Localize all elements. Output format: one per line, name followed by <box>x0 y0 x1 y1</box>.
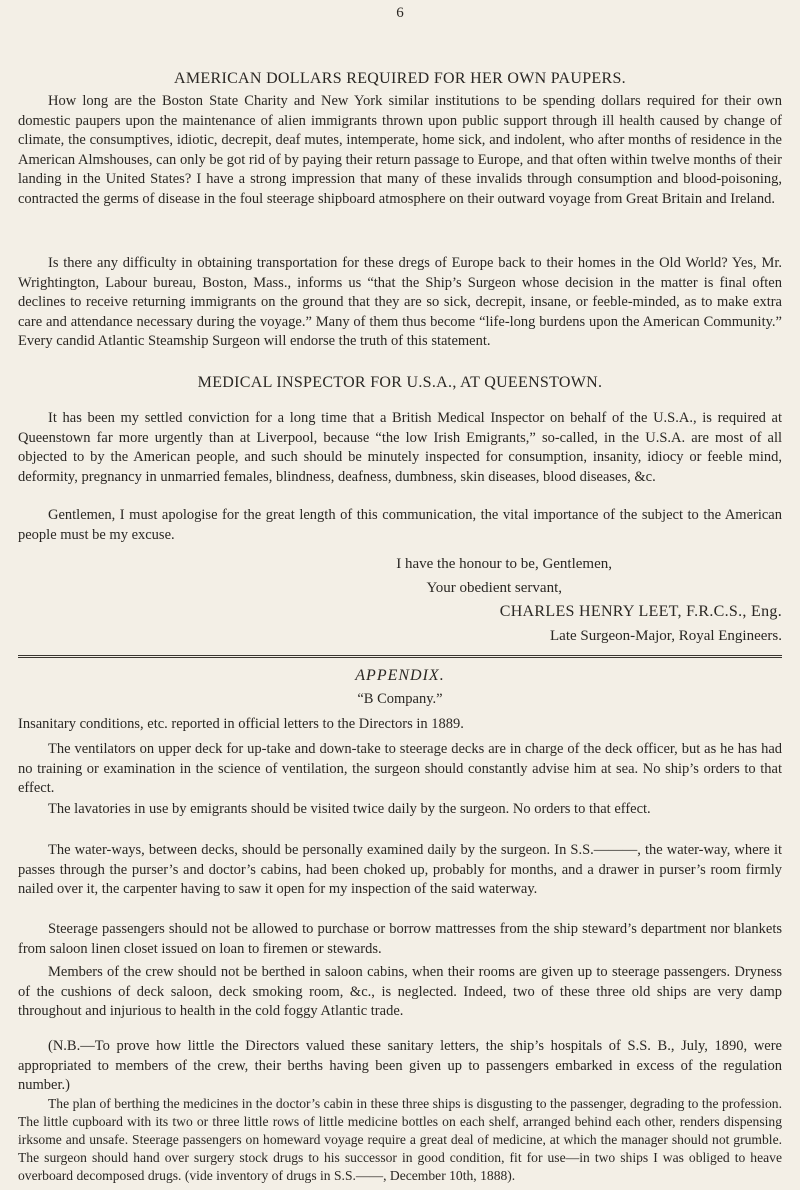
appendix-paragraph: Steerage passengers should not be allowed to purchase or borrow mattresses from the ship steward’s department nor blankets from saloon linen closet issued on loan to firemen or stewards. <box>18 921 782 957</box>
paragraph: How long are the Boston State Charity and New York similar institutions to be spending dollars required for their own domestic paupers upon the maintenance of alien immigrants thrown upon public support through ill health caused by change of climate, the consumptives, idiotic, decrepit, deaf mutes, intemperate, home sick, and indolent, who after months of residence in the American Almshouses, can only be got rid of by paying their return passage to Europe, and that often within twelve months of their landing in the United States? I have a strong impression that many of these invalids through consumption and blood-poisoning, contracted the germs of disease in the foul steerage shipboard atmosphere on their outward voyage from Great Britain and Ireland. <box>18 93 782 207</box>
paragraph: Is there any difficulty in obtaining transportation for these dregs of Europe back to their homes in the Old World? Yes, Mr. Wrightington, Labour bureau, Boston, Mass., informs us “that the Ship’s Surgeon whose decision in the matter is final often declines to receive returning immigrants on the ground that they are so sick, decrepit, insane, or feeble-minded, as to make extra care and attendance necessary during the voyage.” Many of them thus become “life-long burdens upon the American Community.” Every candid Atlantic Steamship Surgeon will endorse the truth of this statement. <box>18 255 782 349</box>
appendix-paragraph: (N.B.—To prove how little the Directors valued these sanitary letters, the ship’s hospitals of S.S. B., July, 1890, were appropriated to members of the crew, their berths having been given up to passengers embarked in excess of the regulation number.) <box>18 1038 782 1093</box>
appendix-paragraph: The ventilators on upper deck for up-take and down-take to steerage decks are in charge of the deck officer, but as he has had no training or examination in the science of ventilation, the surgeon should constantly advise him at sea. No ship’s orders to that effect. <box>18 741 782 796</box>
appendix-company: “B Company.” <box>357 691 443 707</box>
paragraph: It has been my settled conviction for a long time that a British Medical Inspector on behalf of the U.S.A., is required at Queenstown far more urgently than at Liverpool, because “the low Irish Emigrants,” so-called, in the U.S.A. are most of all objected to by the American people, and such should be minutely inspected for consumption, insanity, idiocy or feeble mind, deformity, pregnancy in unmarried females, blindness, deafness, dumbness, skin diseases, blood diseases, &c. <box>18 410 782 485</box>
appendix-paragraph: The water-ways, between decks, should be personally examined daily by the surgeon. In S.S.———, the water-way, where it passes through the purser’s and doctor’s cabins, had been choked up, probably for months, and a drawer in purser’s room firmly nailed over it, the carpenter having to saw it open for my inspection of the said waterway. <box>18 842 782 897</box>
appendix-intro: Insanitary conditions, etc. reported in official letters to the Directors in 1889. <box>18 716 464 732</box>
section-heading-medical-inspector: MEDICAL INSPECTOR FOR U.S.A., AT QUEENSTOWN. <box>197 374 603 391</box>
signature-title: Late Surgeon-Major, Royal Engineers. <box>550 628 782 644</box>
signature-block <box>396 552 782 648</box>
page-number: 6 <box>396 5 404 21</box>
appendix-paragraph: The plan of berthing the medicines in the doctor’s cabin in these three ships is disgusting to the passenger, degrading to the profession. The little cupboard with its two or three little rows of little medicine bottles on each shelf, arranged behind each other, renders dispensing irksome and unsafe. Steerage passengers on homeward voyage require a great deal of medicine, at which the manager should not grumble. The surgeon should hand over surgery stock drugs to his successor in good condition, fit for use—in two ships I was obliged to heave overboard decomposed drugs. (vide inventory of drugs in S.S.——, December 10th, 1888). <box>18 1096 782 1183</box>
appendix-paragraph: Members of the crew should not be berthed in saloon cabins, when their rooms are given up to steerage passengers. Dryness of the cushions of deck saloon, deck smoking room, &c., is neglected. Indeed, two of these three old ships are very damp throughout and injurious to health in the cold foggy Atlantic trade. <box>18 964 782 1019</box>
signature-line: Your obedient servant, <box>426 580 562 596</box>
divider <box>18 655 782 658</box>
section-heading-american-dollars: AMERICAN DOLLARS REQUIRED FOR HER OWN PAUPERS. <box>174 70 626 87</box>
signature-name: CHARLES HENRY LEET, F.R.C.S., Eng. <box>499 603 782 620</box>
signature-line: I have the honour to be, Gentlemen, <box>396 556 612 572</box>
paragraph: Gentlemen, I must apologise for the great length of this communication, the vital importance of the subject to the American people must be my excuse. <box>18 507 782 543</box>
appendix-heading: APPENDIX. <box>355 667 445 684</box>
appendix-paragraph: The lavatories in use by emigrants should be visited twice daily by the surgeon. No orders to that effect. <box>48 801 651 817</box>
